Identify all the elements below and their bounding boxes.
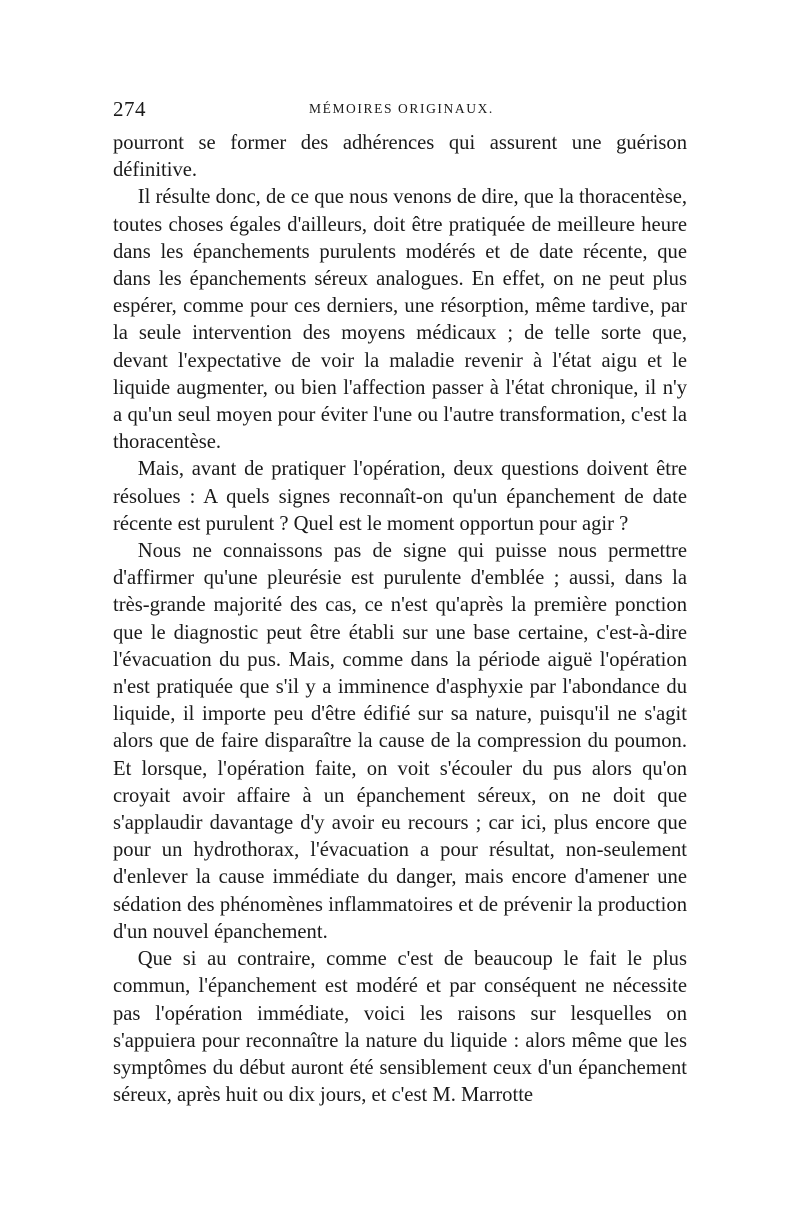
page-number: 274 <box>113 97 146 121</box>
running-head: MÉMOIRES ORIGINAUX. <box>309 101 494 116</box>
paragraph: Nous ne connaissons pas de signe qui puisse nous permettre d'affirmer qu'une pleurésie est purulente d'emblée ; aussi, dans la très-grande majorité des cas, ce n'est qu'après la première ponction que le diagnostic peut être établi sur une base certaine, c'est-à-dire l'évacuation du pus. Mais, comme dans la période aiguë l'opération n'est pratiquée que s'il y a imminence d'asphyxie par l'abondance du liquide, il importe peu d'être édifié sur sa nature, puisqu'il ne s'agit alors que de faire disparaître la cause de la compression du poumon. Et lorsque, l'opération faite, on voit s'écouler du pus alors qu'on croyait avoir affaire à un épanchement séreux, on ne doit que s'applaudir davantage d'y avoir eu recours ; car ici, plus encore que pour un hydrothorax, l'évacuation a pour résultat, non-seulement d'enlever la cause immédiate du danger, mais encore d'amener une sédation des phénomènes inflammatoires et de prévenir la production d'un nouvel épanchement. <box>113 540 687 943</box>
paragraph: pourront se former des adhérences qui assurent une guérison définitive. <box>113 132 687 182</box>
paragraph: Mais, avant de pratiquer l'opération, deux questions doivent être résolues : A quels signes reconnaît-on qu'un épanchement de date récente est purulent ? Quel est le moment opportun pour agir ? <box>113 458 687 535</box>
body-text <box>113 130 687 1109</box>
page-header <box>113 97 687 121</box>
paragraph: Que si au contraire, comme c'est de beaucoup le fait le plus commun, l'épanchement est modéré et par conséquent ne nécessite pas l'opération immédiate, voici les raisons sur lesquelles on s'appuiera pour reconnaître la nature du liquide : alors même que les symptômes du début auront été sensiblement ceux d'un épanchement séreux, après huit ou dix jours, et c'est M. Marrotte <box>113 948 687 1107</box>
paragraph: Il résulte donc, de ce que nous venons de dire, que la thoracentèse, toutes choses égales d'ailleurs, doit être pratiquée de meilleure heure dans les épanchements purulents modérés et de date récente, que dans les épanchements séreux analogues. En effet, on ne peut plus espérer, comme pour ces derniers, une résorption, même tardive, par la seule intervention des moyens médicaux ; de telle sorte que, devant l'expectative de voir la maladie revenir à l'état aigu et le liquide augmenter, ou bien l'affection passer à l'état chronique, il n'y a qu'un seul moyen pour éviter l'une ou l'autre transformation, c'est la thoracentèse. <box>113 186 687 454</box>
